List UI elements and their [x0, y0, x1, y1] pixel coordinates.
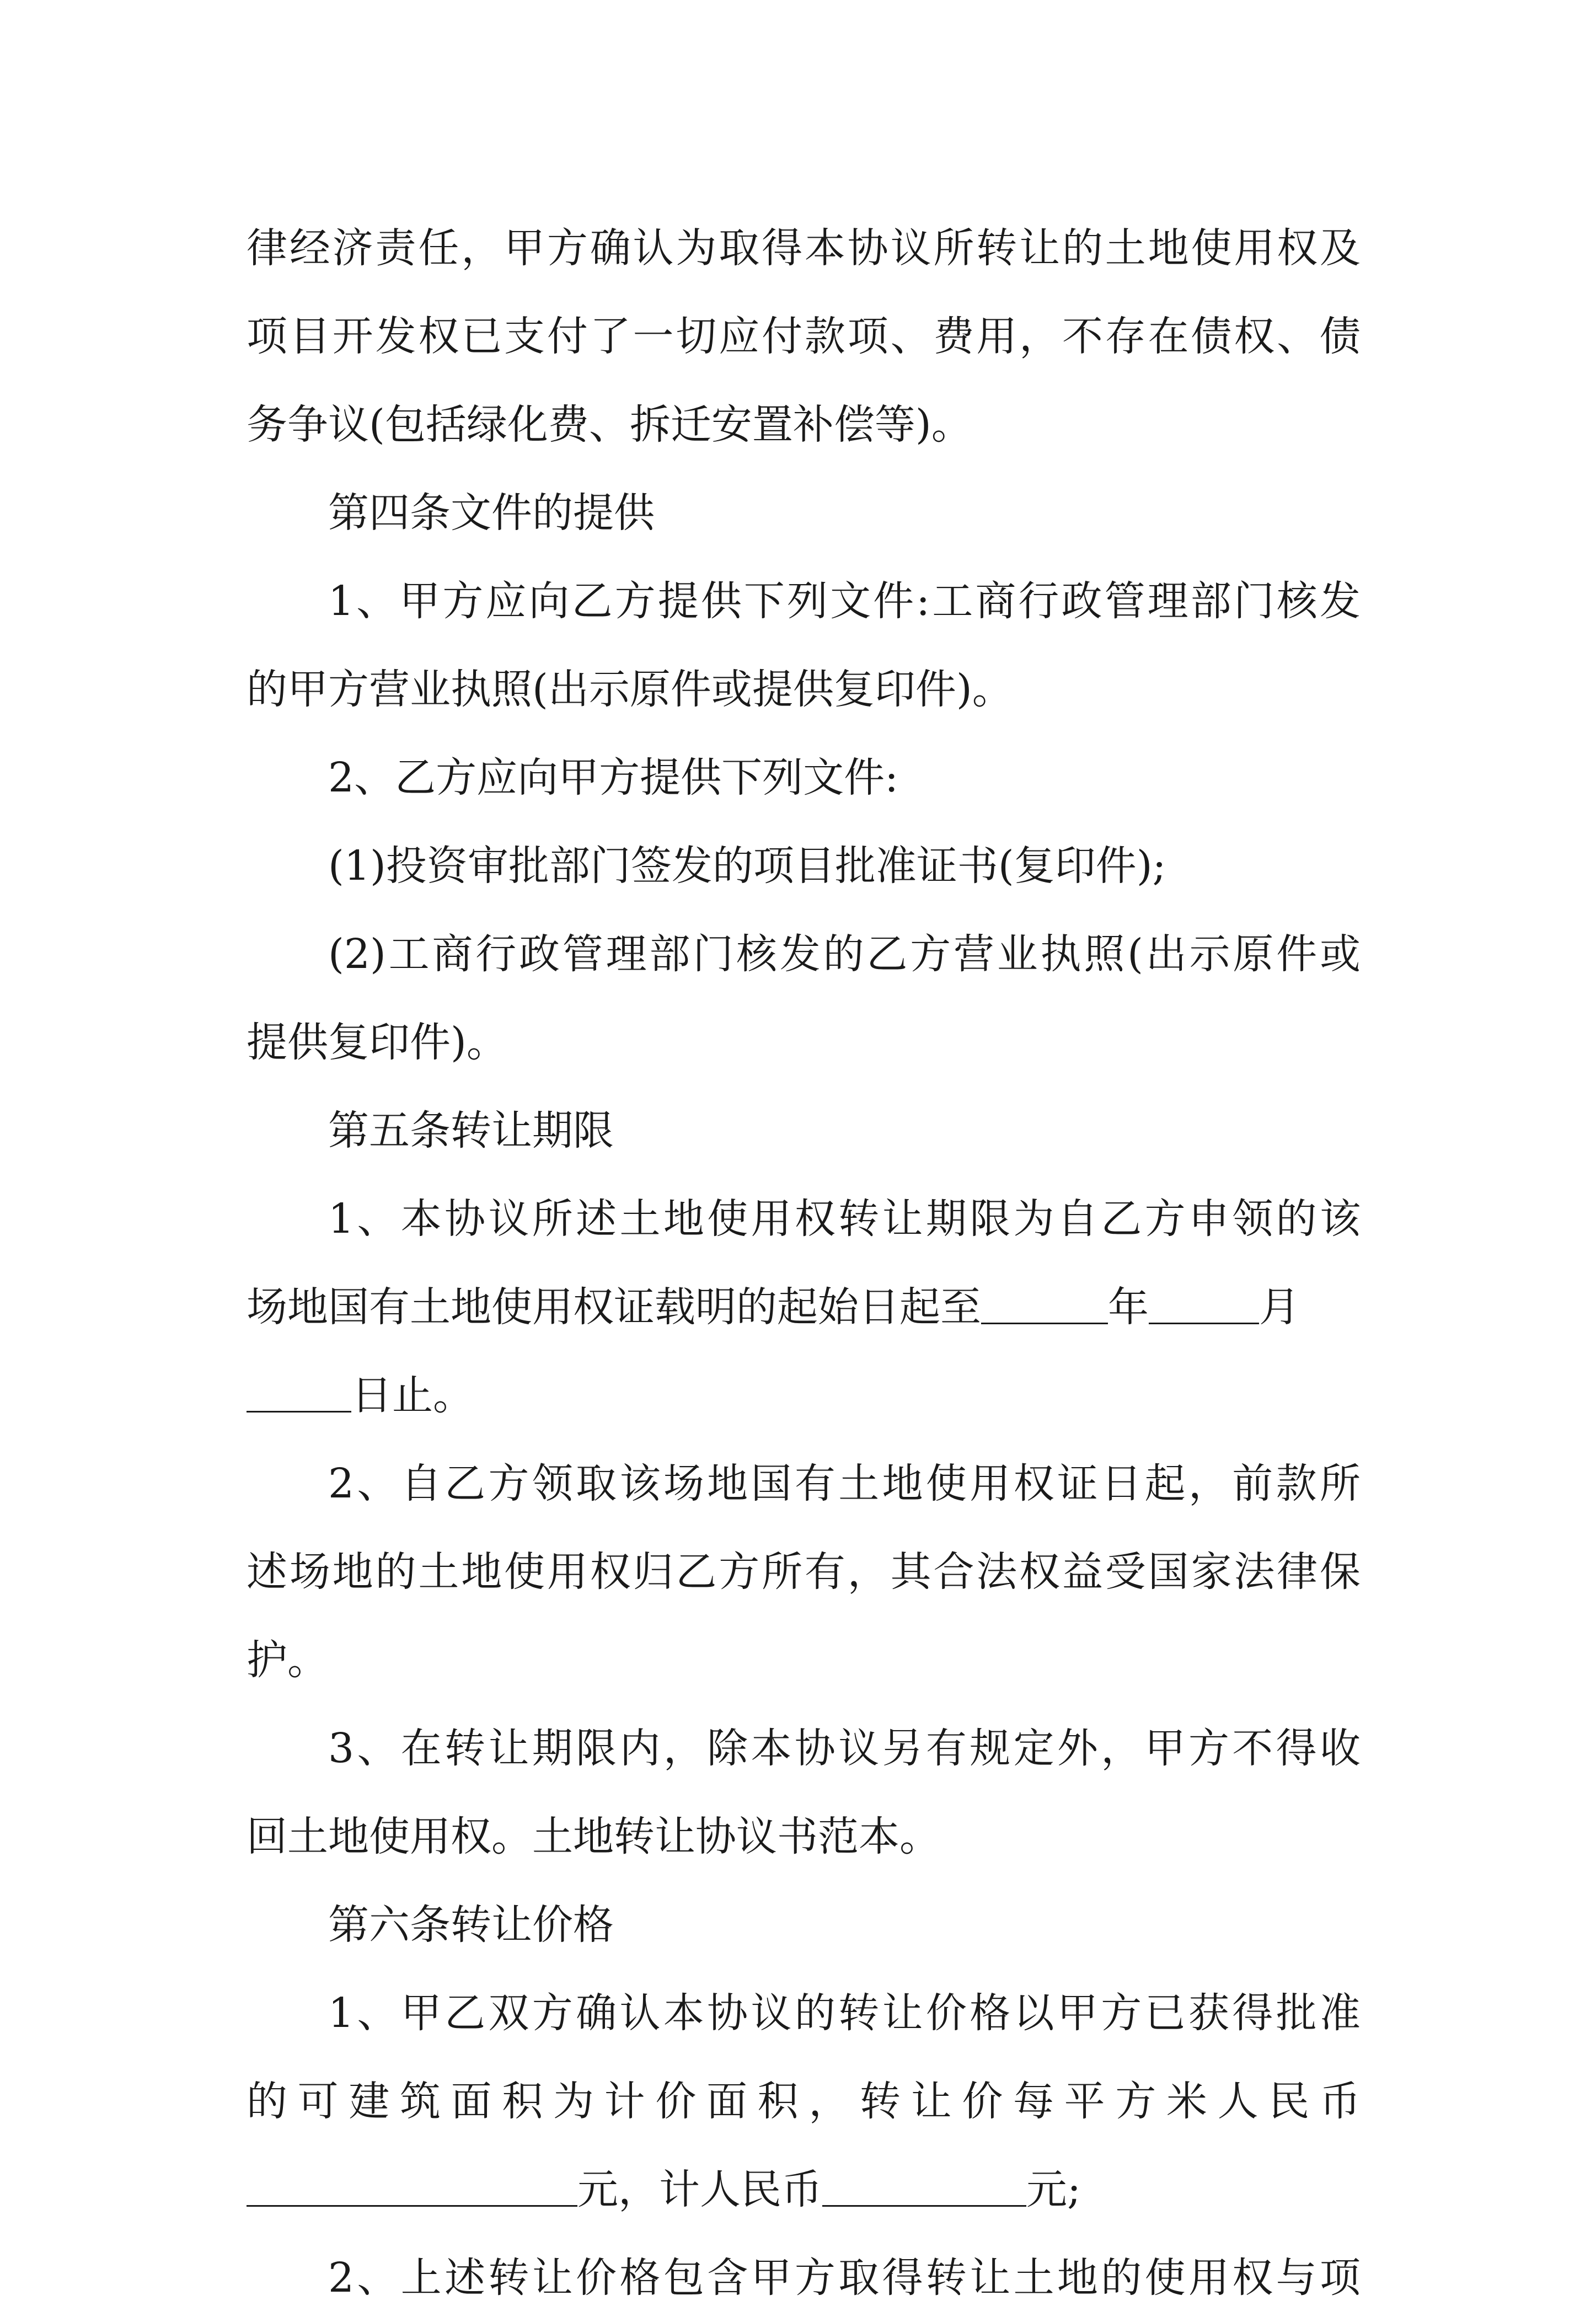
text-line: 述场地的土地使用权归乙方所有，其合法权益受国家法律保 — [247, 1548, 1361, 1596]
text-line-with-blanks — [247, 1263, 1361, 1351]
text-line-with-blanks — [247, 2146, 1361, 2234]
text-segment: 月 — [1259, 1283, 1300, 1331]
text-line: 1、甲乙双方确认本协议的转让价格以甲方已获得批准 — [328, 1989, 1361, 2037]
text-segment: 元，计人民币 — [577, 2166, 822, 2213]
section-heading-article-6: 第六条转让价格 — [328, 1901, 614, 1949]
section-heading-article-4: 第四条文件的提供 — [328, 489, 655, 537]
fill-blank-month — [1149, 1284, 1259, 1324]
text-line: 1、本协议所述土地使用权转让期限为自乙方申领的该 — [328, 1195, 1361, 1243]
text-segment: 年 — [1108, 1283, 1149, 1331]
fill-blank-unit-price — [247, 2166, 577, 2207]
text-segment: 场地国有土地使用权证载明的起始日起至 — [247, 1283, 981, 1331]
text-line: 项目开发权已支付了一切应付款项、费用，不存在债权、债 — [247, 313, 1361, 360]
section-heading-article-5: 第五条转让期限 — [328, 1107, 614, 1154]
text-line: 律经济责任，甲方确认为取得本协议所转让的土地使用权及 — [247, 224, 1361, 272]
text-segment: 日止。 — [351, 1372, 474, 1419]
text-line: 2、自乙方领取该场地国有土地使用权证日起，前款所 — [328, 1460, 1361, 1507]
text-line: 的甲方营业执照(出示原件或提供复印件)。 — [247, 666, 1013, 713]
text-line: 提供复印件)。 — [247, 1019, 507, 1066]
text-line: 回土地使用权。土地转让协议书范本。 — [247, 1813, 940, 1860]
text-line: 务争议(包括绿化费、拆迁安置补偿等)。 — [247, 401, 972, 448]
fill-blank-year — [981, 1284, 1108, 1324]
fill-blank-day — [247, 1372, 351, 1413]
text-segment: 元; — [1026, 2166, 1081, 2213]
text-line: (1)投资审批部门签发的项目批准证书(复印件); — [328, 842, 1166, 890]
text-line: 护。 — [247, 1636, 328, 1684]
text-line-with-blanks — [247, 1351, 1361, 1440]
text-line: 2、上述转让价格包含甲方取得转让土地的使用权与项 — [328, 2254, 1361, 2302]
text-line: 的可建筑面积为计价面积，转让价每平方米人民币 — [247, 2078, 1361, 2125]
text-line: (2)工商行政管理部门核发的乙方营业执照(出示原件或 — [328, 930, 1361, 978]
fill-blank-total-price — [822, 2166, 1026, 2207]
text-line: 1、甲方应向乙方提供下列文件:工商行政管理部门核发 — [328, 577, 1361, 625]
document-body — [247, 204, 1361, 2322]
text-line: 2、乙方应向甲方提供下列文件: — [328, 754, 899, 801]
text-line: 3、在转让期限内，除本协议另有规定外，甲方不得收 — [328, 1725, 1361, 1772]
